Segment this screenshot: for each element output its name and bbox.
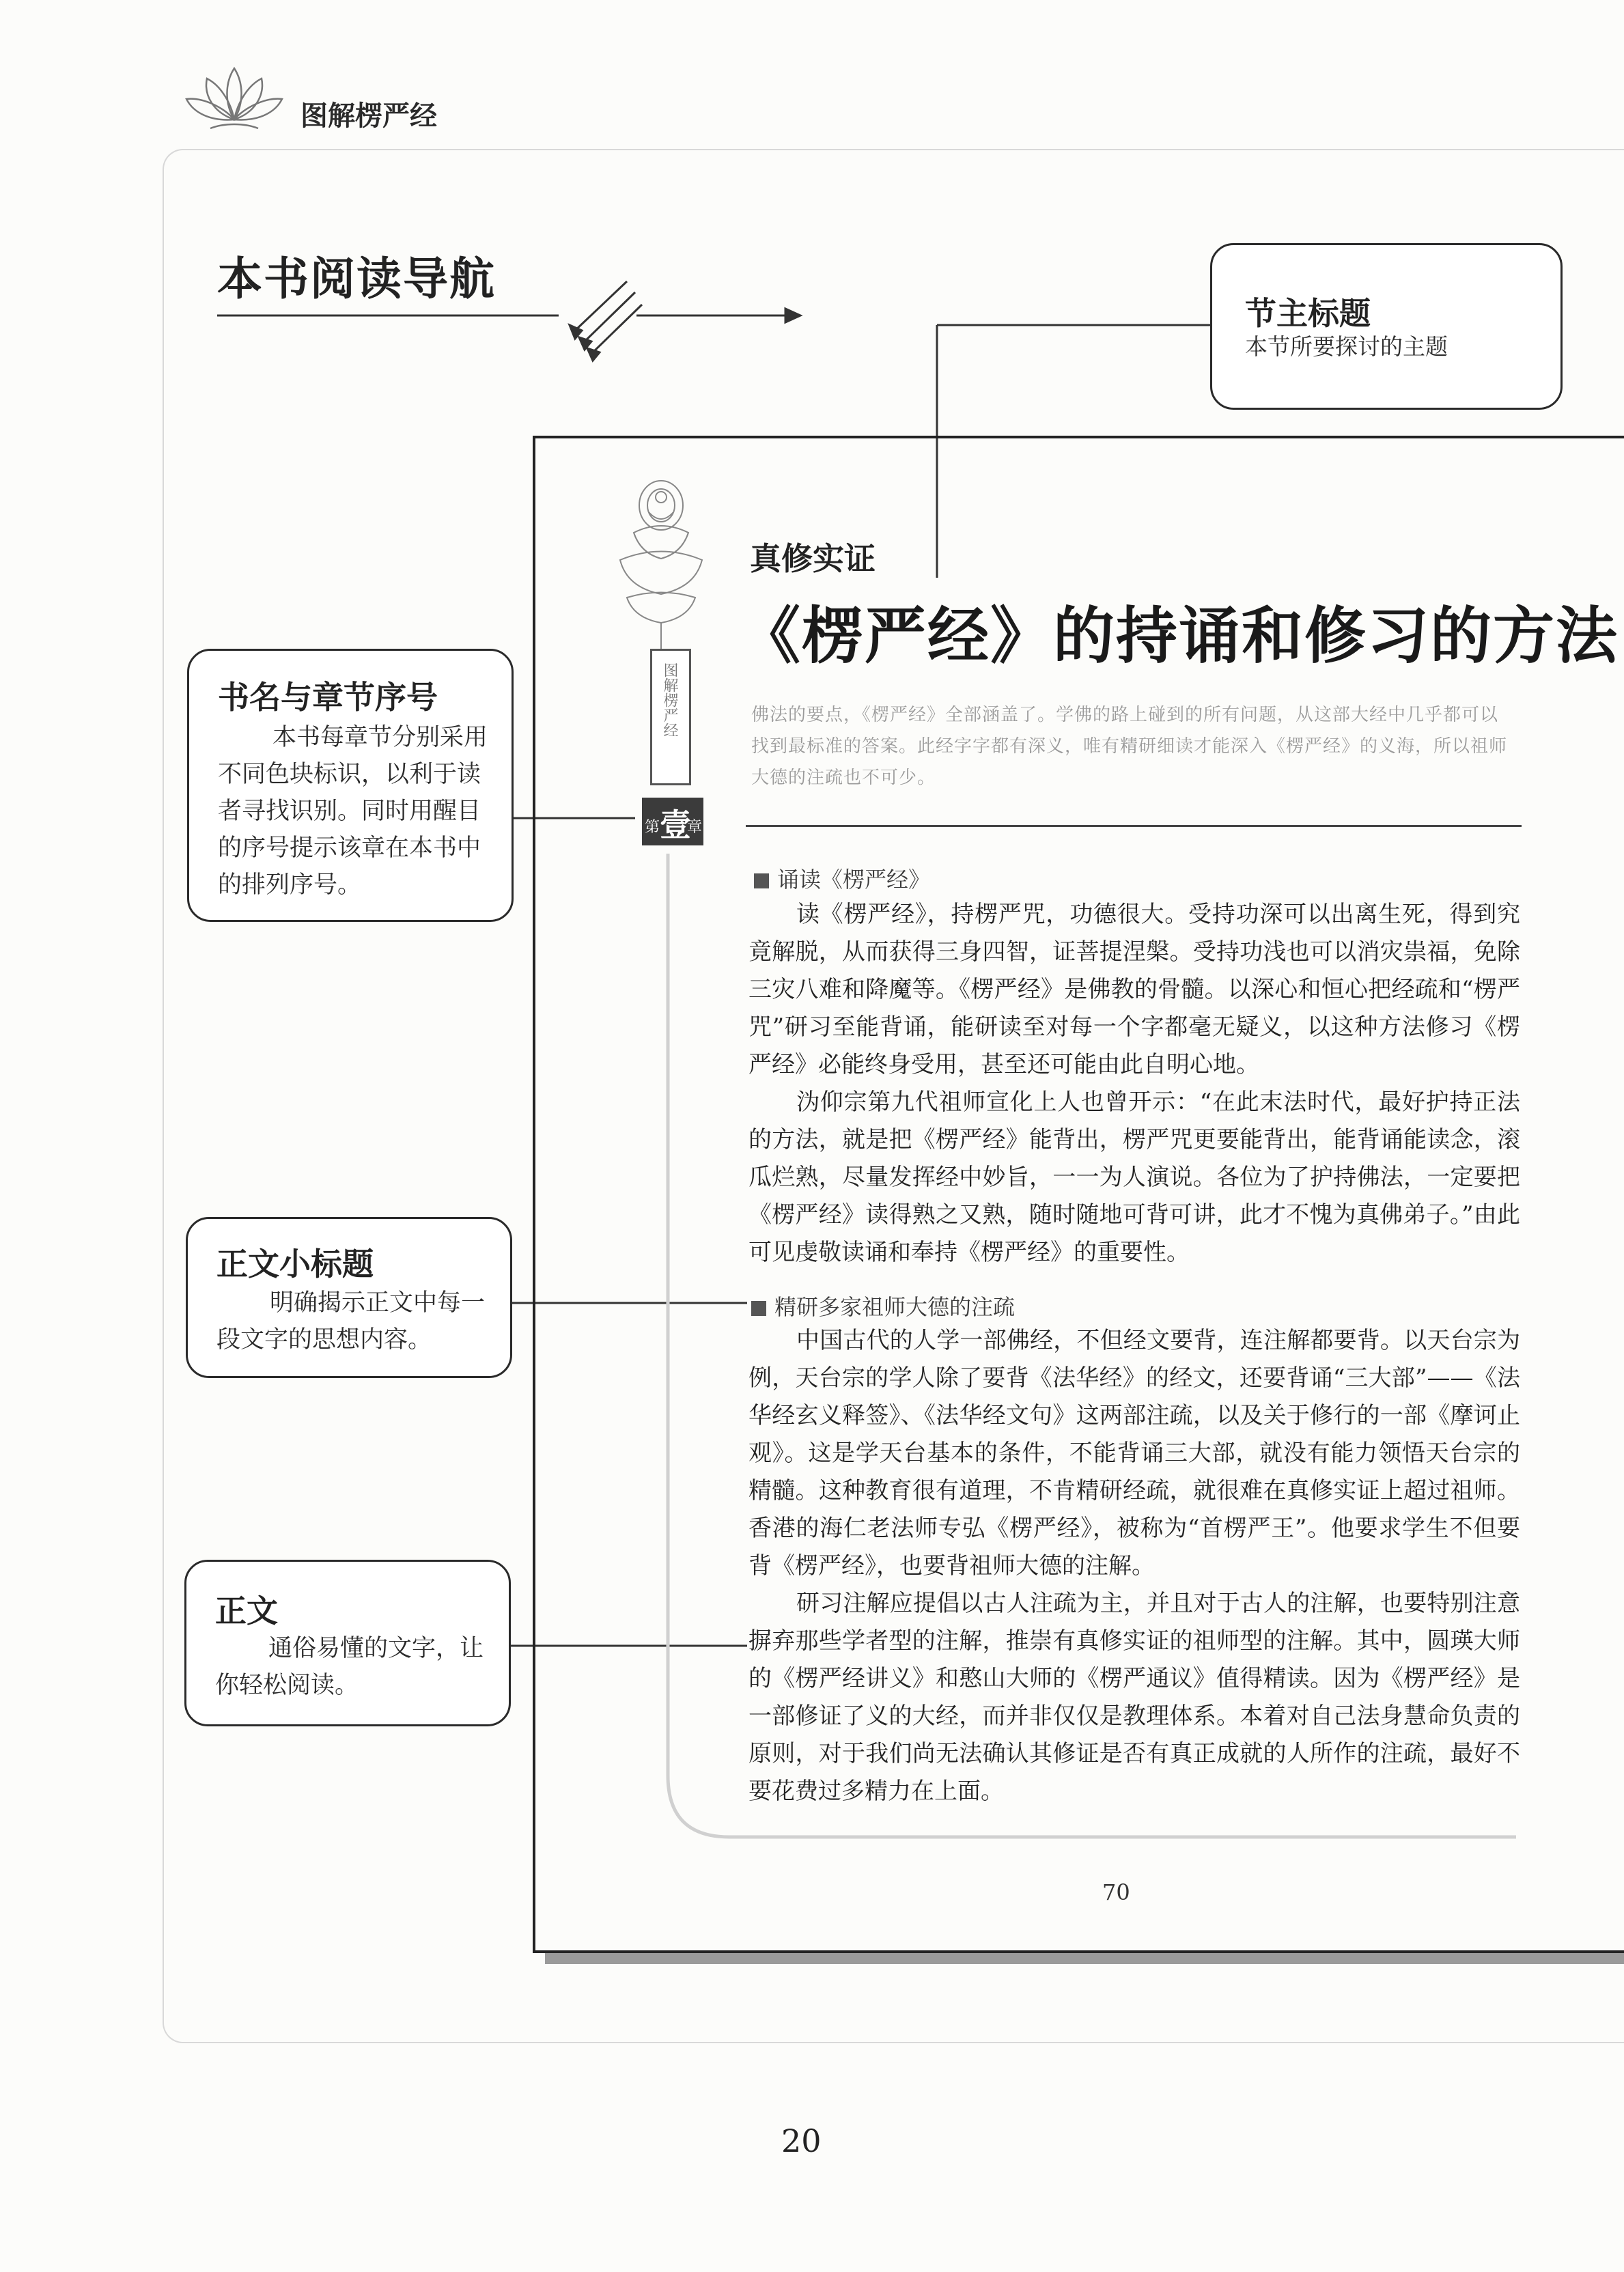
- sample-page-number: 70: [1102, 1879, 1130, 1905]
- body-paragraph: 研习注解应提倡以古人注疏为主，并且对于古人的注解，也要特别注意摒弃那些学者型的注解，推崇有真修实证的祖师型的注解。其中，圆瑛大师的《楞严经讲义》和憨山大师的《楞严通议》值得精读。因为《楞严经》是一部修证了义的大经，而并非仅仅是教理体系。本着对自己法身慧命负责的原则，对于我们尚无法确认其修证是否有真正成就的人所作的注疏，最好不要花费过多精力在上面。: [748, 1590, 1520, 1805]
- section-title: 《楞严经》的持诵和修习的方法: [739, 600, 1619, 672]
- sub-heading-text: 诵读《楞严经》: [777, 867, 931, 893]
- chapter-number: 壹: [660, 807, 691, 843]
- body-paragraph: 沩仰宗第九代祖师宣化上人也曾开示：“在此末法时代，最好护持正法的方法，就是把《楞严经》能背出，楞严咒更要能背出，能背诵能读念，滚瓜烂熟，尽量发挥经中妙旨，一一为人演说。各位为了护持佛法，一定要把《楞严经》读得熟之又熟，随时随地可背可讲，此才不愧为真佛弟子。”由此可见虔敬读诵和奉持《楞严经》的重要性。: [748, 1089, 1520, 1266]
- callout-title: 书名与章节序号: [218, 679, 438, 716]
- callout-subtitle: [186, 1217, 512, 1378]
- sample-page-shadow: [545, 1953, 1624, 1964]
- callout-desc: 本节所要探讨的主题: [1245, 333, 1448, 360]
- body-paragraph: 读《楞严经》，持楞严咒，功德很大。受持功深可以出离生死，得到究竟解脱，从而获得三身四智，证菩提涅槃。受持功浅也可以消灾祟福，免除三灾八难和降魔等。《楞严经》是佛教的骨髓。以深心和恒心把经疏和“楞严咒”研习至能背诵，能研读至对每一个字都毫无疑义，以这种方法修习《楞严经》必能终身受用，甚至还可能由此自明心地。: [748, 901, 1520, 1078]
- tab-book-title: 图解楞严经: [661, 662, 678, 738]
- callout-body: [184, 1560, 511, 1726]
- callout-desc: 明确揭示正文中每一段文字的思想内容。: [216, 1289, 486, 1354]
- callout-chapter: [187, 649, 514, 922]
- sub-heading: [754, 862, 930, 894]
- section-intro: 佛法的要点，《楞严经》全部涵盖了。学佛的路上碰到的所有问题，从这部大经中几乎都可以找到最标准的答案。此经字字都有深义，唯有精研细读才能深入《楞严经》的义海，所以祖师大德的注疏也不可少。: [751, 705, 1508, 788]
- section-label: 真修实证: [750, 540, 876, 577]
- square-bullet-icon: [754, 873, 769, 888]
- chapter-tab: [642, 649, 703, 854]
- chapter-number-block: [642, 798, 703, 845]
- callout-desc: 通俗易懂的文字，让你轻松阅读。: [215, 1635, 484, 1699]
- square-bullet-icon: [751, 1301, 766, 1316]
- intro-divider: [746, 825, 1522, 827]
- buddha-lotus-icon: [606, 478, 716, 649]
- chapter-zhang: 章: [687, 819, 703, 836]
- callout-title: 节主标题: [1245, 295, 1371, 332]
- body-paragraph: 中国古代的人学一部佛经，不但经文要背，连注解都要背。以天台宗为例，天台宗的学人除了要背《法华经》的经文，还要背诵“三大部”——《法华经玄义释签》、《法华经文句》这两部注疏，以及关于修行的一部《摩诃止观》。这是学天台基本的条件，不能背诵三大部，就没有能力领悟天台宗的精髓。这种教育很有道理，不肯精研经疏，就很难在真修实证上超过祖师。香港的海仁老法师专弘《楞严经》，被称为“首楞严王”。他要求学生不但要背《楞严经》，也要背祖师大德的注解。: [748, 1327, 1520, 1580]
- nav-title: 本书阅读导航: [217, 253, 496, 305]
- callout-title: 正文: [215, 1593, 278, 1629]
- header-book-title: 图解楞严经: [300, 100, 437, 132]
- sub-heading: [751, 1290, 1015, 1321]
- callout-title: 正文小标题: [216, 1246, 374, 1282]
- callout-section-title: [1210, 243, 1563, 410]
- callout-desc: 本书每章节分别采用不同色块标识，以利于读者寻找识别。同时用醒目的序号提示该章在本书中的排列序号。: [218, 724, 488, 899]
- chapter-di: 第: [645, 819, 660, 836]
- sub-heading-text: 精研多家祖师大德的注疏: [774, 1294, 1016, 1320]
- page-number: 20: [781, 2122, 822, 2159]
